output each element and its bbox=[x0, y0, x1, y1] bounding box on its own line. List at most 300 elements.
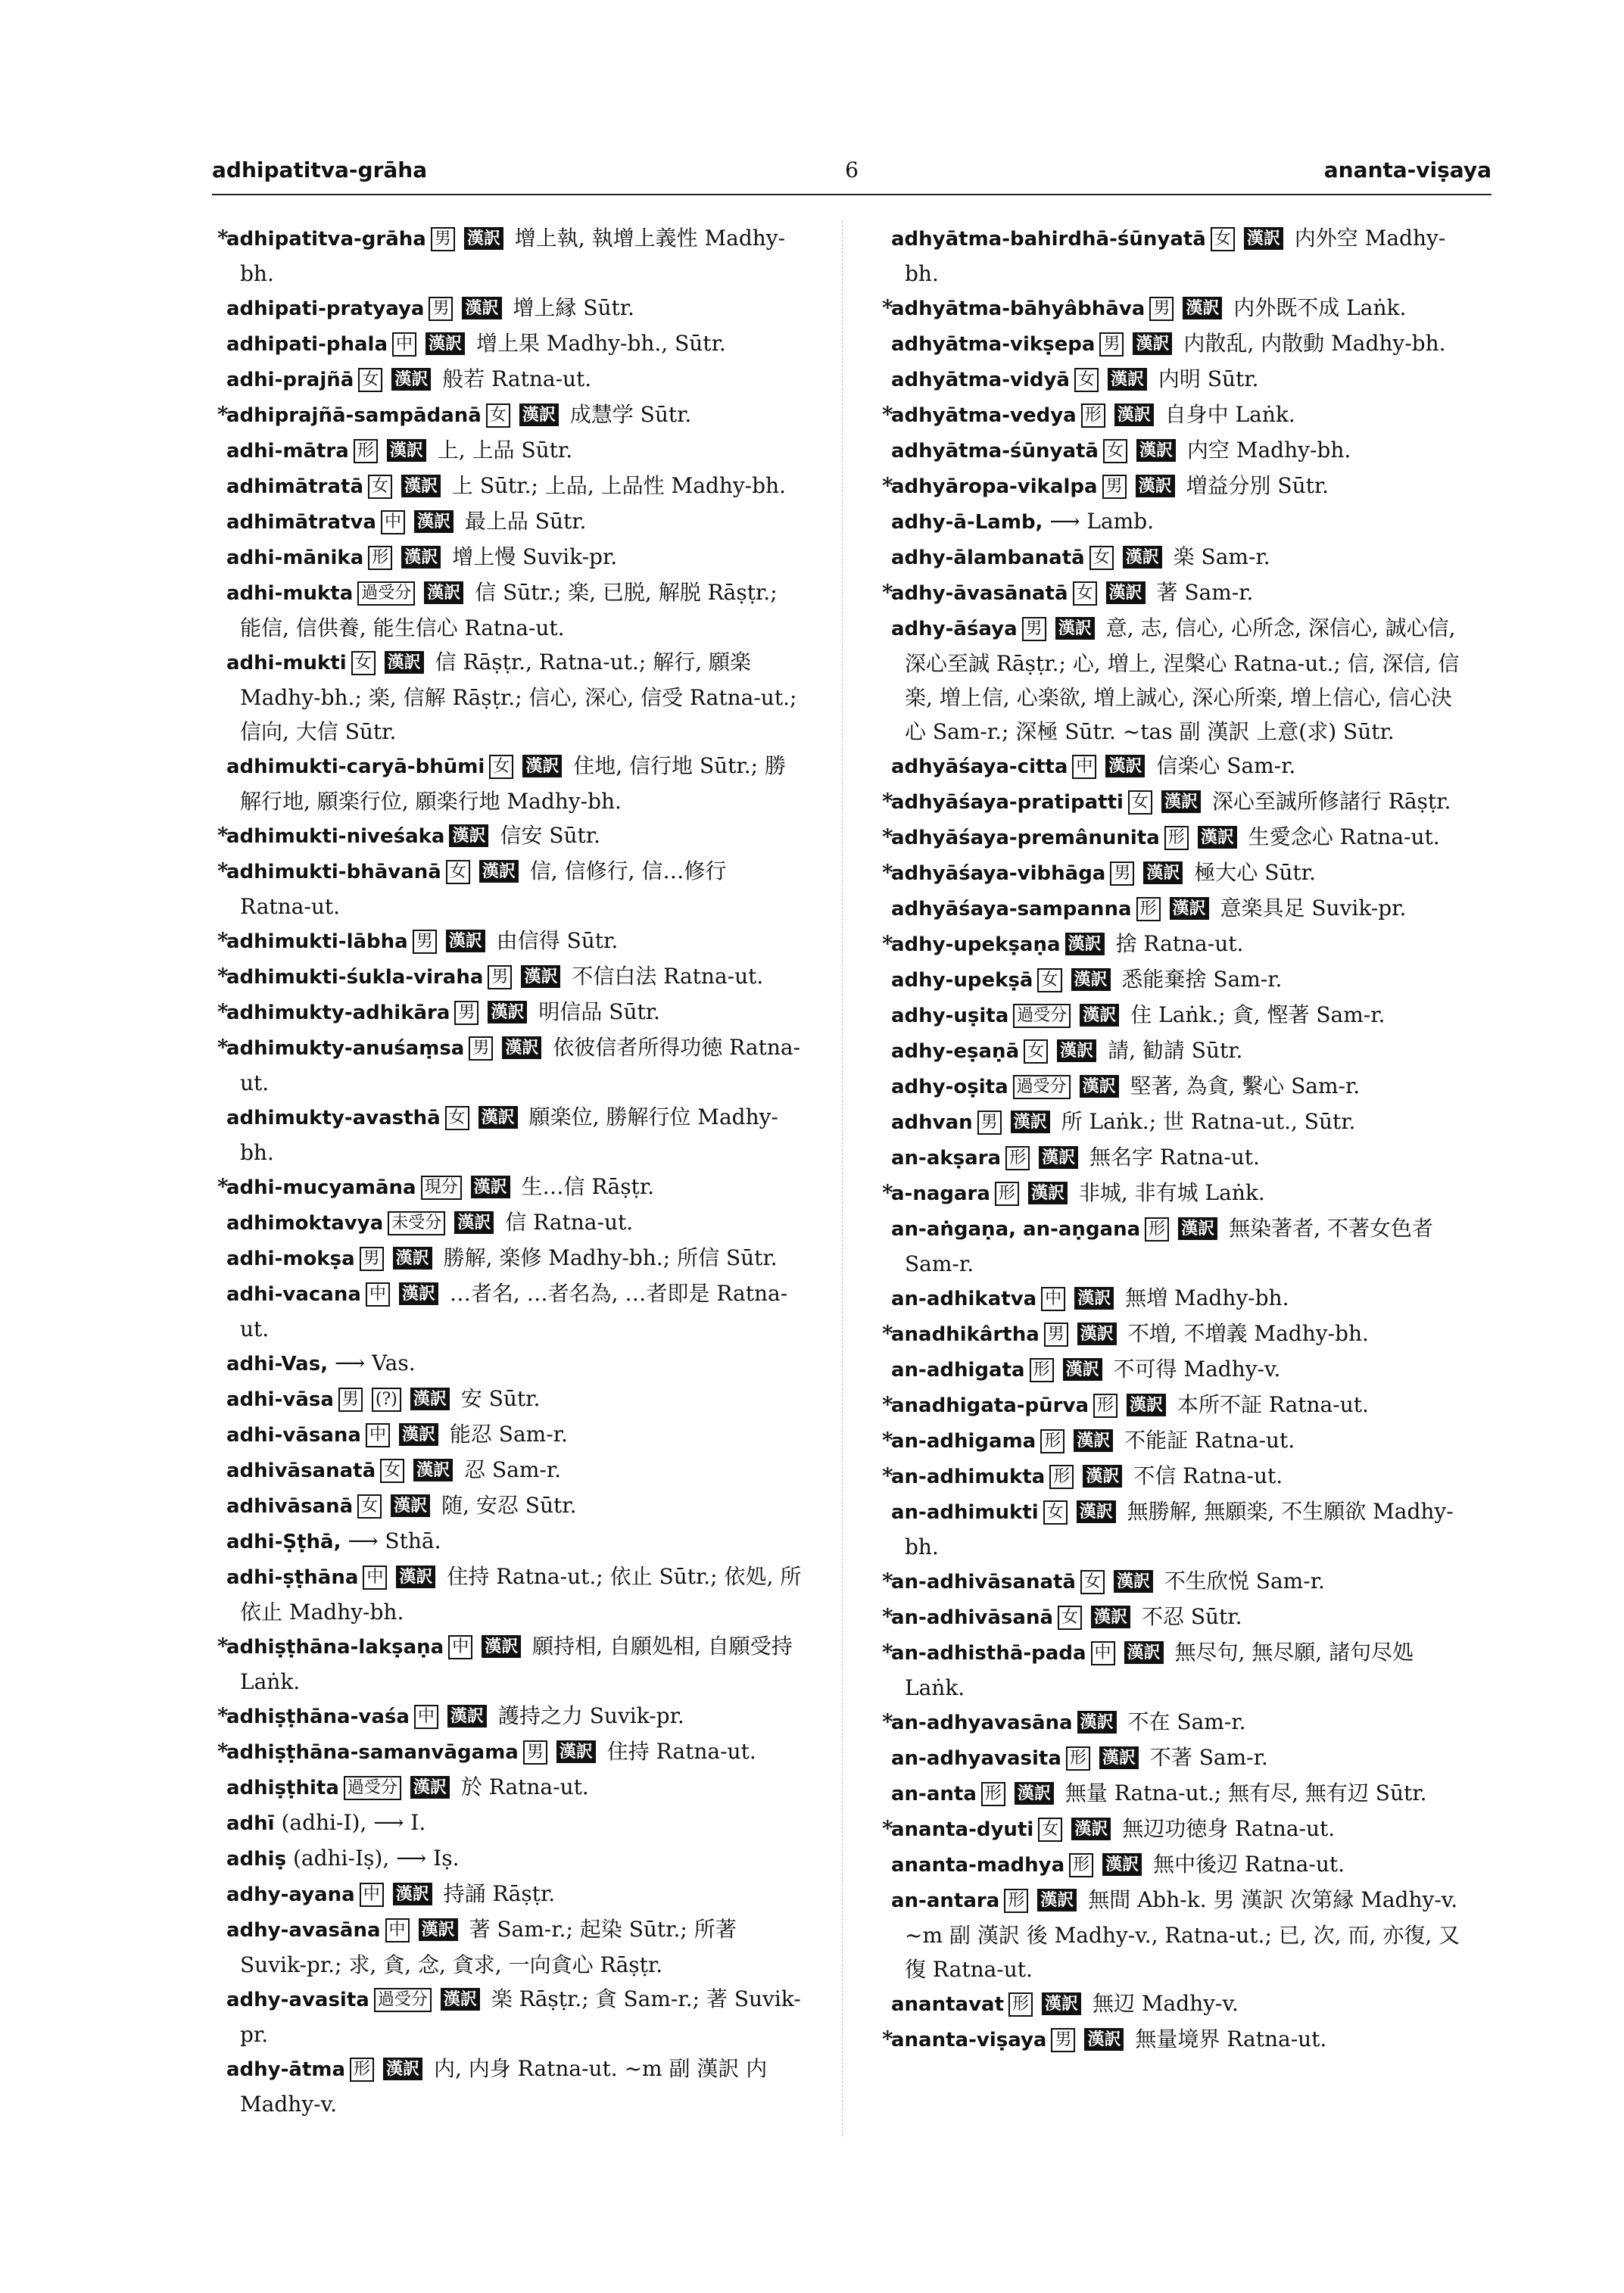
headword: adhyātma-vikṣepa bbox=[891, 333, 1096, 356]
grammar-tag: 男 bbox=[1110, 861, 1134, 886]
headword: adhi-mokṣa bbox=[226, 1248, 355, 1270]
grammar-tag: 未受分 bbox=[388, 1211, 445, 1235]
translation-tag: 漢訳 bbox=[1037, 1889, 1077, 1911]
gloss-text: 無量境界 Ratna-ut. bbox=[1135, 2027, 1327, 2052]
translation-tag: 漢訳 bbox=[387, 439, 426, 462]
grammar-tag: 形 bbox=[1005, 1146, 1030, 1170]
translation-tag: 漢訳 bbox=[410, 1776, 450, 1799]
grammar-tag: 中 bbox=[381, 510, 405, 534]
dictionary-entry bbox=[863, 1883, 1469, 1986]
headword: adhyātma-bahirdhā-śūnyatā bbox=[891, 228, 1206, 251]
dictionary-entry bbox=[863, 1104, 1469, 1140]
dictionary-entry bbox=[863, 891, 1469, 927]
grammar-tag: 女 bbox=[1103, 439, 1127, 463]
grammar-tag: 過受分 bbox=[1013, 1004, 1071, 1028]
translation-tag: 漢訳 bbox=[1127, 1394, 1166, 1416]
dictionary-entry bbox=[198, 1912, 804, 1982]
translation-tag: 漢訳 bbox=[1071, 968, 1111, 991]
dictionary-entry bbox=[863, 1140, 1469, 1176]
grammar-tag: 男 bbox=[1044, 1323, 1068, 1347]
dictionary-entry bbox=[863, 855, 1469, 891]
headword: adhy-ātma bbox=[226, 2058, 346, 2081]
grammar-tag: 女 bbox=[357, 1494, 382, 1519]
translation-tag: 漢訳 bbox=[1124, 1641, 1164, 1664]
headword: adhvan bbox=[891, 1111, 973, 1134]
grammar-tag: 女 bbox=[445, 1106, 469, 1130]
dictionary-entry bbox=[198, 995, 804, 1030]
gloss-text: 增上執, 執增上義性 Madhy-bh. bbox=[240, 226, 786, 286]
headword: ananta-viṣaya bbox=[891, 2029, 1047, 2052]
dictionary-entry bbox=[198, 1734, 804, 1770]
gloss-text: 不増, 不増義 Madhy-bh. bbox=[1127, 1321, 1369, 1346]
translation-tag: 漢訳 bbox=[1178, 1217, 1217, 1240]
dictionary-entry bbox=[863, 326, 1469, 362]
dictionary-entry bbox=[863, 1705, 1469, 1740]
star-mark: * bbox=[882, 1604, 893, 1629]
gloss-text: 内外空 Madhy-bh. bbox=[905, 226, 1446, 286]
grammar-tag: 形 bbox=[354, 439, 378, 463]
gloss-text: 信 Ratna-ut. bbox=[505, 1210, 634, 1235]
gloss-text: 信 Sūtr.; 楽, 已脱, 解脱 Rāṣṭr.; 能信, 信供養, 能生信心 Ratna-ut. bbox=[240, 580, 778, 640]
grammar-tag: (?) bbox=[372, 1388, 401, 1412]
star-mark: * bbox=[217, 1035, 229, 1060]
translation-tag: 漢訳 bbox=[425, 332, 465, 355]
grammar-tag: 過受分 bbox=[1013, 1075, 1071, 1099]
gloss-text: 住 Laṅk.; 貪, 慳著 Sam-r. bbox=[1130, 1002, 1386, 1027]
gloss-text: 意, 志, 信心, 心所念, 深信心, 誠心信, 深心至誠 Rāṣṭr.; 心, 増上, 涅槃心 Ratna-ut.; 信, 深信, 信楽, 増上信, 心楽欲, 増上誠心, 深心所楽, 増上信心, 信心決心 Sam-r.; 深極 Sūtr. ~tas 副 漢訳 上意(求) Sūtr. bbox=[905, 615, 1460, 744]
dictionary-entry bbox=[198, 504, 804, 540]
headword: adhi-vāsana bbox=[226, 1424, 361, 1447]
gloss-text: 增上縁 Sūtr. bbox=[513, 295, 634, 320]
headword: an-adhisthā-pada bbox=[891, 1642, 1086, 1665]
gloss-text: 意楽具足 Suvik-pr. bbox=[1220, 896, 1407, 921]
translation-tag: 漢訳 bbox=[1136, 439, 1176, 462]
dictionary-entry bbox=[863, 362, 1469, 397]
grammar-tag: 形 bbox=[1164, 826, 1189, 850]
gloss-text: 由信得 Sūtr. bbox=[496, 928, 619, 953]
headword: adhivāsanatā bbox=[226, 1460, 376, 1482]
star-mark: * bbox=[217, 858, 229, 883]
translation-tag: 漢訳 bbox=[1055, 617, 1095, 640]
grammar-tag: 中 bbox=[385, 1918, 410, 1943]
grammar-tag: 女 bbox=[1080, 1570, 1105, 1594]
headword: adhy-avasāna bbox=[226, 1919, 381, 1942]
headword: adhimukti-niveśaka bbox=[226, 825, 445, 848]
dictionary-entry bbox=[863, 1812, 1469, 1847]
translation-tag: 漢訳 bbox=[383, 2058, 422, 2080]
gloss-text: 請, 勧請 Sūtr. bbox=[1108, 1038, 1243, 1063]
gloss-text: …者名, …者名為, …者即是 Ratna-ut. bbox=[240, 1281, 788, 1341]
gloss-text: 堅著, 為貪, 繫心 Sam-r. bbox=[1130, 1073, 1361, 1098]
headword: anadhikârtha bbox=[891, 1323, 1040, 1346]
star-mark: * bbox=[882, 473, 893, 498]
grammar-tag: 女 bbox=[1024, 1039, 1048, 1064]
gloss-text: 不著 Sam-r. bbox=[1149, 1745, 1268, 1770]
headword: an-adhivāsanā bbox=[891, 1606, 1053, 1629]
translation-tag: 漢訳 bbox=[401, 546, 441, 569]
gloss-text: 楽 Rāṣṭr.; 貪 Sam-r.; 著 Suvik-pr. bbox=[240, 1986, 801, 2047]
translation-tag: 漢訳 bbox=[1077, 1711, 1117, 1734]
dictionary-entry bbox=[198, 1524, 804, 1559]
dictionary-entry bbox=[863, 611, 1469, 749]
grammar-tag: 形 bbox=[981, 1782, 1005, 1806]
headword: anadhigata-pūrva bbox=[891, 1394, 1089, 1417]
gloss-text: 無勝解, 無願楽, 不生願欲 Madhy-bh. bbox=[905, 1499, 1454, 1559]
dictionary-entry bbox=[198, 1241, 804, 1276]
dictionary-entry bbox=[863, 1423, 1469, 1459]
grammar-tag: 形 bbox=[1069, 1853, 1093, 1877]
gloss-text: 内, 内身 Ratna-ut. ~m 副 漢訳 内 Madhy-v. bbox=[240, 2056, 768, 2117]
gloss-text: 護持之力 Suvik-pr. bbox=[497, 1703, 684, 1728]
translation-tag: 漢訳 bbox=[1105, 755, 1145, 777]
headword: an-antara bbox=[891, 1890, 1000, 1912]
grammar-tag: 形 bbox=[1081, 403, 1105, 428]
dictionary-entry bbox=[863, 1069, 1469, 1104]
headword: adhy-oṣita bbox=[891, 1076, 1008, 1098]
dictionary-entry bbox=[198, 1346, 804, 1382]
translation-tag: 漢訳 bbox=[401, 475, 441, 497]
grammar-tag: 女 bbox=[368, 475, 392, 499]
translation-tag: 漢訳 bbox=[446, 930, 485, 952]
headword: adhy-eṣaṇā bbox=[891, 1040, 1020, 1063]
dictionary-entry bbox=[198, 749, 804, 818]
gloss-text: 無辺功徳身 Ratna-ut. bbox=[1122, 1816, 1336, 1841]
translation-tag: 漢訳 bbox=[1198, 826, 1237, 849]
headword: an-adhigata bbox=[891, 1359, 1025, 1382]
gloss-text: 生…信 Rāṣṭr. bbox=[521, 1174, 655, 1199]
translation-tag: 漢訳 bbox=[556, 1740, 596, 1763]
grammar-tag: 中 bbox=[366, 1282, 390, 1307]
gloss-text: 願楽位, 勝解行位 Madhy-bh. bbox=[240, 1104, 778, 1165]
headword: adhi-mucyamāna bbox=[226, 1176, 416, 1199]
running-head-left: adhipatitva-grāha bbox=[212, 157, 428, 182]
gloss-text: 上, 上品 Sūtr. bbox=[437, 438, 573, 463]
dictionary-entry bbox=[863, 221, 1469, 291]
headword: adhimātratva bbox=[226, 511, 376, 534]
grammar-tag: 女 bbox=[358, 368, 382, 392]
translation-tag: 漢訳 bbox=[1083, 1465, 1122, 1488]
translation-tag: 漢訳 bbox=[488, 1001, 527, 1023]
headword: an-adhimukta bbox=[891, 1466, 1046, 1488]
star-mark: * bbox=[882, 1463, 893, 1488]
headword: adhiṣṭhita bbox=[226, 1777, 339, 1799]
translation-tag: 漢訳 bbox=[1136, 475, 1175, 497]
grammar-tag: 形 bbox=[1049, 1465, 1074, 1489]
grammar-tag: 男 bbox=[1102, 475, 1127, 499]
translation-tag: 漢訳 bbox=[413, 1459, 453, 1481]
dictionary-entry bbox=[863, 1635, 1469, 1705]
column-divider bbox=[842, 221, 843, 2136]
translation-tag: 漢訳 bbox=[519, 403, 559, 426]
dictionary-entry bbox=[863, 397, 1469, 433]
gloss-text: 著 Sam-r.; 起染 Sūtr.; 所著 Suvik-pr.; 求, 貪, 念, 貪求, 一向貪心 Rāṣṭr. bbox=[240, 1917, 737, 1977]
grammar-tag: 男 bbox=[338, 1388, 363, 1412]
headword: adhi-Ṣṭhā, bbox=[226, 1531, 341, 1553]
headword: adhi-mukti bbox=[226, 652, 347, 675]
translation-tag: 漢訳 bbox=[1114, 1570, 1153, 1593]
headword: adhivāsanā bbox=[226, 1495, 354, 1518]
dictionary-entry bbox=[863, 1352, 1469, 1388]
dictionary-entry bbox=[863, 1459, 1469, 1494]
headword: adhiprajñā-sampādanā bbox=[226, 404, 482, 427]
gloss-text: 般若 Ratna-ut. bbox=[442, 366, 592, 391]
gloss-text: 信, 信修行, 信…修行 Ratna-ut. bbox=[240, 858, 727, 919]
headword: adhy-ālambanatā bbox=[891, 547, 1085, 569]
star-mark: * bbox=[217, 1703, 229, 1728]
grammar-tag: 男 bbox=[454, 1001, 478, 1025]
grammar-tag: 男 bbox=[429, 297, 453, 321]
translation-tag: 漢訳 bbox=[1080, 1075, 1119, 1098]
dictionary-entry bbox=[198, 1030, 804, 1100]
headword: adhyāśaya-citta bbox=[891, 756, 1068, 778]
dictionary-entry bbox=[198, 221, 804, 291]
grammar-tag: 女 bbox=[1058, 1606, 1082, 1630]
star-mark: * bbox=[882, 1816, 893, 1841]
translation-tag: 漢訳 bbox=[464, 227, 503, 250]
dictionary-entry bbox=[198, 1100, 804, 1170]
grammar-tag: 女 bbox=[1037, 968, 1061, 992]
grammar-tag: 中 bbox=[363, 1566, 387, 1590]
star-mark: * bbox=[217, 1739, 229, 1764]
translation-tag: 漢訳 bbox=[1011, 1111, 1050, 1133]
grammar-tag: 過受分 bbox=[374, 1988, 432, 2012]
headword: an-adhigama bbox=[891, 1430, 1036, 1453]
grammar-tag: 男 bbox=[1051, 2028, 1075, 2052]
grammar-tag: 中 bbox=[1041, 1287, 1065, 1311]
gloss-text: 自身中 Laṅk. bbox=[1164, 402, 1295, 427]
translation-tag: 漢訳 bbox=[1057, 1039, 1096, 1062]
star-mark: * bbox=[882, 295, 893, 320]
dictionary-entry bbox=[863, 504, 1469, 540]
translation-tag: 漢訳 bbox=[414, 510, 454, 533]
gloss-text: 楽 Sam-r. bbox=[1173, 544, 1270, 569]
grammar-tag: 女 bbox=[1211, 227, 1235, 251]
dictionary-entry bbox=[863, 575, 1469, 611]
translation-tag: 漢訳 bbox=[385, 651, 424, 674]
translation-tag: 漢訳 bbox=[522, 755, 562, 777]
gloss-text: 極大心 Sūtr. bbox=[1194, 860, 1316, 885]
gloss-text: 無名字 Ratna-ut. bbox=[1089, 1145, 1260, 1170]
grammar-tag: 形 bbox=[1004, 1889, 1028, 1913]
gloss-text: 忍 Sam-r. bbox=[464, 1457, 562, 1482]
gloss-text: (adhi-I), ⟶ I. bbox=[281, 1810, 426, 1835]
dictionary-entry bbox=[863, 1388, 1469, 1423]
translation-tag: 漢訳 bbox=[478, 1106, 518, 1129]
star-mark: * bbox=[217, 928, 229, 953]
dictionary-entry bbox=[198, 1770, 804, 1805]
dictionary-entry bbox=[198, 1982, 804, 2052]
dictionary-entry bbox=[198, 469, 804, 504]
dictionary-entry bbox=[863, 998, 1469, 1033]
headword: an-adhikatva bbox=[891, 1288, 1037, 1310]
headword: adhyāśaya-vibhāga bbox=[891, 862, 1106, 885]
headword: adhyāropa-vikalpa bbox=[891, 475, 1098, 498]
translation-tag: 漢訳 bbox=[1099, 1746, 1139, 1769]
headword: adhi-ṣṭhāna bbox=[226, 1566, 359, 1589]
dictionary-entry bbox=[198, 1205, 804, 1241]
grammar-tag: 男 bbox=[413, 930, 437, 954]
headword: adhi-prajñā bbox=[226, 369, 354, 391]
dictionary-entry bbox=[863, 1176, 1469, 1211]
headword: an-anta bbox=[891, 1783, 977, 1805]
dictionary-entry bbox=[198, 2052, 804, 2121]
headword: an-aṅgaṇa, an-aṇgana bbox=[891, 1218, 1141, 1241]
star-mark: * bbox=[882, 2027, 893, 2052]
gloss-text: 不信 Ratna-ut. bbox=[1133, 1463, 1283, 1488]
header-rule bbox=[212, 194, 1492, 195]
translation-tag: 漢訳 bbox=[410, 1388, 450, 1410]
grammar-tag: 女 bbox=[351, 651, 376, 675]
star-mark: * bbox=[882, 1321, 893, 1346]
dictionary-entry bbox=[198, 854, 804, 924]
star-mark: * bbox=[882, 1428, 893, 1453]
grammar-tag: 女 bbox=[380, 1459, 404, 1483]
gloss-text: 信 Rāṣṭr., Ratna-ut.; 解行, 願楽 Madhy-bh.; 楽, 信解 Rāṣṭr.; 信心, 深心, 信受 Ratna-ut.; 信向, 大信 Sūtr. bbox=[240, 650, 797, 744]
star-mark: * bbox=[882, 1640, 893, 1665]
translation-tag: 漢訳 bbox=[1015, 1782, 1054, 1805]
grammar-tag: 形 bbox=[350, 2058, 374, 2082]
grammar-tag: 形 bbox=[995, 1182, 1019, 1206]
star-mark: * bbox=[882, 580, 893, 605]
star-mark: * bbox=[217, 964, 229, 989]
translation-tag: 漢訳 bbox=[399, 1423, 438, 1446]
gloss-text: 成慧学 Sūtr. bbox=[569, 402, 692, 427]
translation-tag: 漢訳 bbox=[1077, 1500, 1116, 1523]
gloss-text: ⟶ Vas. bbox=[334, 1351, 416, 1375]
gloss-text: 無間 Abh-k. 男 漢訳 次第縁 Madhy-v. ~m 副 漢訳 後 Madhy-v., Ratna-ut.; 已, 次, 而, 亦復, 又復 Ratna-ut. bbox=[905, 1887, 1460, 1982]
translation-tag: 漢訳 bbox=[441, 1988, 480, 2011]
dictionary-entry bbox=[198, 540, 804, 575]
dictionary-entry bbox=[198, 1877, 804, 1912]
star-mark: * bbox=[882, 860, 893, 885]
dictionary-entry bbox=[863, 749, 1469, 784]
headword: adhyāśaya-sampanna bbox=[891, 898, 1132, 921]
gloss-text: 生愛念心 Ratna-ut. bbox=[1248, 824, 1440, 849]
translation-tag: 漢訳 bbox=[424, 581, 463, 604]
gloss-text: 明信品 Sūtr. bbox=[538, 999, 660, 1024]
gloss-text: 捨 Ratna-ut. bbox=[1115, 931, 1244, 956]
headword: adhy-upekṣā bbox=[891, 969, 1033, 992]
grammar-tag: 中 bbox=[360, 1883, 384, 1907]
translation-tag: 漢訳 bbox=[1091, 1606, 1130, 1628]
headword: adhi-vacana bbox=[226, 1283, 361, 1306]
gloss-text: 本所不証 Ratna-ut. bbox=[1177, 1392, 1369, 1417]
dictionary-entry bbox=[863, 962, 1469, 998]
translation-tag: 漢訳 bbox=[1114, 403, 1154, 426]
translation-tag: 漢訳 bbox=[1039, 1146, 1078, 1169]
headword: adhimukti-bhāvanā bbox=[226, 861, 441, 883]
translation-tag: 漢訳 bbox=[1074, 1429, 1113, 1452]
gloss-text: 不信白法 Ratna-ut. bbox=[572, 964, 764, 989]
headword: adhy-avasita bbox=[226, 1989, 369, 2011]
translation-tag: 漢訳 bbox=[1102, 1853, 1142, 1876]
dictionary-entry bbox=[198, 924, 804, 959]
grammar-tag: 男 bbox=[469, 1036, 493, 1061]
grammar-tag: 過受分 bbox=[357, 581, 415, 606]
grammar-tag: 女 bbox=[1128, 790, 1152, 815]
headword: an-adhyavasāna bbox=[891, 1712, 1073, 1734]
gloss-text: 依彼信者所得功徳 Ratna-ut. bbox=[240, 1035, 801, 1095]
headword: anantavat bbox=[891, 1993, 1005, 2016]
translation-tag: 漢訳 bbox=[479, 860, 519, 883]
translation-tag: 漢訳 bbox=[1028, 1182, 1068, 1204]
translation-tag: 漢訳 bbox=[1161, 790, 1201, 813]
gloss-text: 無増 Madhy-bh. bbox=[1125, 1285, 1289, 1310]
translation-tag: 漢訳 bbox=[449, 824, 488, 847]
translation-tag: 漢訳 bbox=[419, 1918, 458, 1941]
gloss-text: 悉能棄捨 Sam-r. bbox=[1121, 967, 1283, 992]
dictionary-entry bbox=[863, 1033, 1469, 1069]
translation-tag: 漢訳 bbox=[393, 1247, 432, 1270]
translation-tag: 漢訳 bbox=[462, 297, 501, 319]
headword: adhimukty-avasthā bbox=[226, 1107, 441, 1129]
headword: adhy-āśaya bbox=[891, 618, 1018, 640]
dictionary-entry bbox=[863, 469, 1469, 504]
dictionary-entry bbox=[863, 1564, 1469, 1600]
grammar-tag: 中 bbox=[366, 1423, 390, 1447]
gloss-text: 信楽心 Sam-r. bbox=[1156, 753, 1296, 778]
headword: adhipatitva-grāha bbox=[226, 228, 426, 251]
translation-tag: 漢訳 bbox=[482, 1635, 521, 1658]
dictionary-entry bbox=[198, 1559, 804, 1629]
dictionary-entry bbox=[863, 1776, 1469, 1812]
grammar-tag: 男 bbox=[1149, 297, 1174, 321]
grammar-tag: 形 bbox=[1040, 1429, 1064, 1453]
headword: adhyātma-śūnyatā bbox=[891, 440, 1099, 463]
translation-tag: 漢訳 bbox=[396, 1566, 435, 1588]
gloss-text: 住地, 信行地 Sūtr.; 勝解行地, 願楽行位, 願楽行地 Madhy-bh. bbox=[240, 753, 786, 814]
headword: an-adhivāsanatā bbox=[891, 1571, 1076, 1594]
headword: adhy-ayana bbox=[226, 1883, 355, 1906]
star-mark: * bbox=[217, 402, 229, 427]
dictionary-entry bbox=[863, 1281, 1469, 1316]
dictionary-entry bbox=[198, 645, 804, 749]
dictionary-entry bbox=[863, 291, 1469, 326]
dictionary-entry bbox=[198, 1453, 804, 1488]
headword: adhi-Vas, bbox=[226, 1353, 329, 1375]
dictionary-entry bbox=[863, 2022, 1469, 2058]
dictionary-entry bbox=[198, 959, 804, 995]
headword: adhyātma-vedya bbox=[891, 404, 1077, 427]
gloss-text: 内明 Sūtr. bbox=[1158, 366, 1259, 391]
grammar-tag: 形 bbox=[1093, 1394, 1117, 1418]
headword: adhimukti-caryā-bhūmi bbox=[226, 756, 485, 778]
grammar-tag: 形 bbox=[1030, 1358, 1054, 1382]
headword: an-adhimukti bbox=[891, 1501, 1039, 1524]
headword: adhimoktavya bbox=[226, 1212, 384, 1235]
grammar-tag: 男 bbox=[488, 965, 512, 989]
dictionary-entry bbox=[863, 1740, 1469, 1776]
dictionary-entry bbox=[863, 1316, 1469, 1352]
grammar-tag: 男 bbox=[523, 1740, 547, 1765]
gloss-text: 無染著者, 不著女色者 Sam-r. bbox=[905, 1216, 1433, 1276]
translation-tag: 漢訳 bbox=[399, 1282, 438, 1305]
translation-tag: 漢訳 bbox=[1170, 897, 1209, 920]
gloss-text: 願持相, 自願処相, 自願受持 Laṅk. bbox=[240, 1634, 793, 1694]
grammar-tag: 現分 bbox=[421, 1176, 462, 1200]
gloss-text: 不可得 Madhy-v. bbox=[1113, 1357, 1281, 1382]
star-mark: * bbox=[882, 402, 893, 427]
gloss-text: (adhi-Iṣ), ⟶ Iṣ. bbox=[292, 1846, 460, 1871]
grammar-tag: 女 bbox=[1038, 1818, 1062, 1842]
dictionary-entry bbox=[863, 927, 1469, 962]
translation-tag: 漢訳 bbox=[1063, 1358, 1102, 1381]
gloss-text: 能忍 Sam-r. bbox=[449, 1422, 568, 1447]
gloss-text: 無中後辺 Ratna-ut. bbox=[1153, 1852, 1345, 1877]
grammar-tag: 形 bbox=[1136, 897, 1161, 921]
gloss-text: 勝解, 楽修 Madhy-bh.; 所信 Sūtr. bbox=[443, 1245, 778, 1270]
dictionary-entry bbox=[863, 820, 1469, 855]
